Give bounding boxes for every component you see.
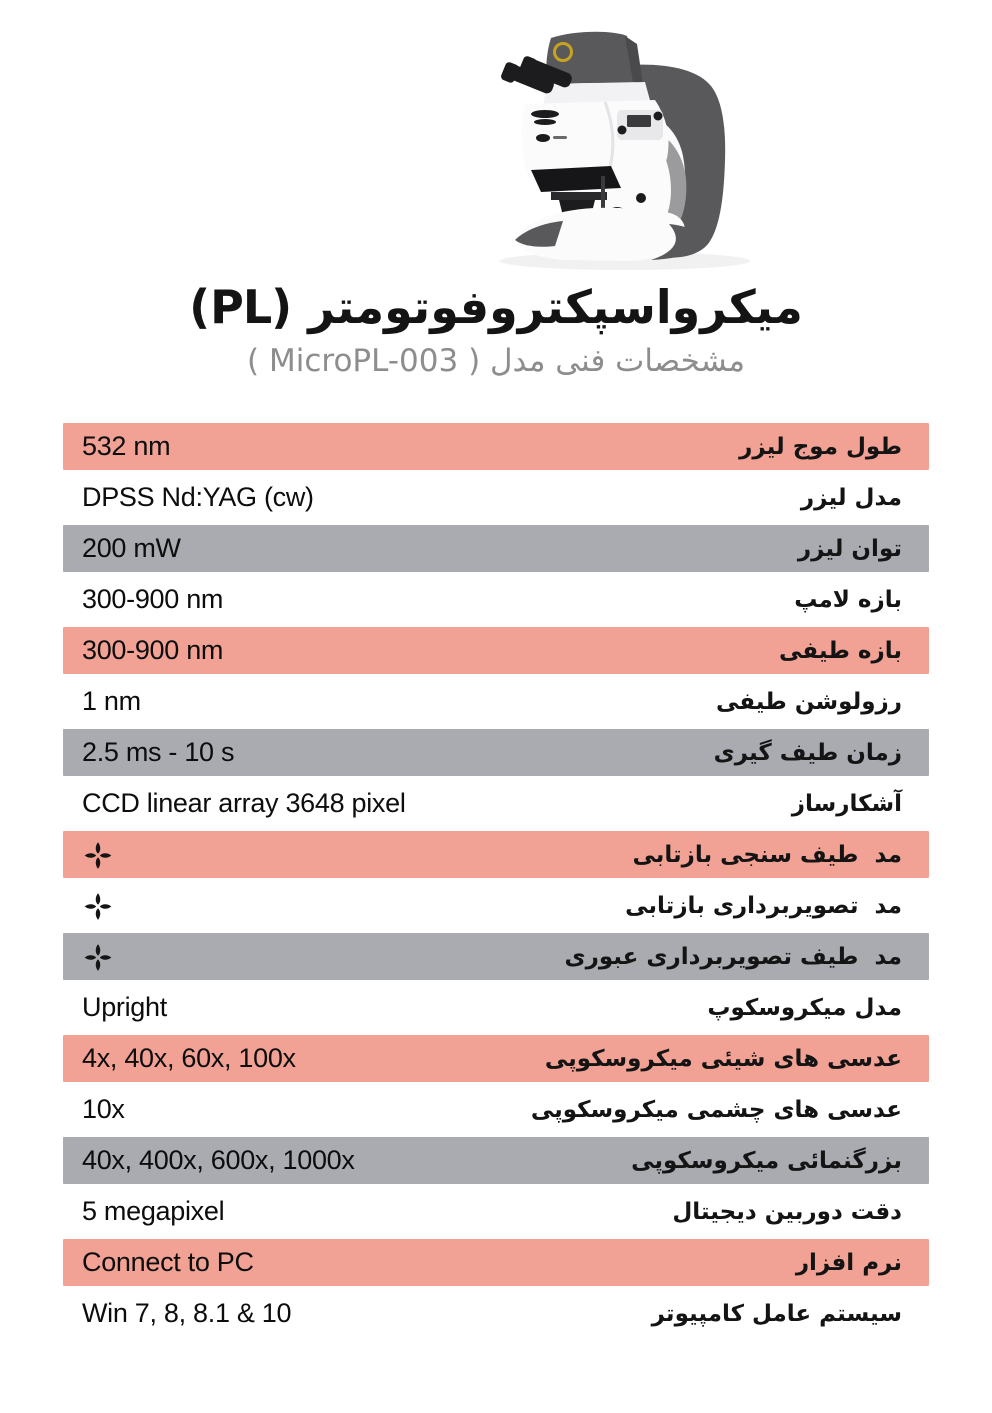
spec-row xyxy=(63,474,929,521)
page-subtitle: مشخصات فنی مدل ( MicroPL-003 ) xyxy=(247,343,745,379)
spec-row xyxy=(63,678,929,725)
spec-value: 5 megapixel xyxy=(82,1196,225,1226)
spec-row xyxy=(63,423,929,470)
spec-value: 300-900 nm xyxy=(82,584,224,614)
spec-label: مد طیف تصویربرداری عبوری xyxy=(564,943,902,970)
spec-label: بزرگنمائی میکروسکوپی xyxy=(631,1147,902,1174)
spec-value: 532 nm xyxy=(82,431,171,461)
spec-row xyxy=(63,729,929,776)
spec-value: 1 nm xyxy=(82,686,141,716)
spec-label: بازه لامپ xyxy=(794,586,902,613)
four-petal-check-icon xyxy=(63,940,114,974)
spec-row xyxy=(63,1290,929,1337)
spec-row xyxy=(63,882,929,929)
spec-row xyxy=(63,1137,929,1184)
spec-row xyxy=(63,1188,929,1235)
spec-row xyxy=(63,984,929,1031)
spec-value: 2.5 ms - 10 s xyxy=(82,737,235,767)
spec-row xyxy=(63,1086,929,1133)
spec-row xyxy=(63,933,929,980)
spec-row xyxy=(63,627,929,674)
spec-value: DPSS Nd:YAG (cw) xyxy=(82,482,314,512)
spec-label: مد تصویربرداری بازتابی xyxy=(625,892,902,919)
spec-row xyxy=(63,1035,929,1082)
spec-label: دقت دوربین دیجیتال xyxy=(672,1198,902,1225)
microscope-photo xyxy=(455,8,785,280)
spec-row xyxy=(63,1239,929,1286)
four-petal-check-icon xyxy=(63,838,114,872)
spec-label: آشکارساز xyxy=(791,790,902,817)
spec-value: Connect to PC xyxy=(82,1247,254,1277)
spec-label: مد طیف سنجی بازتابی xyxy=(632,841,902,868)
spec-row xyxy=(63,525,929,572)
spec-value: CCD linear array 3648 pixel xyxy=(82,788,406,818)
spec-label: نرم افزار xyxy=(795,1249,902,1276)
page-title: میکرواسپکتروفوتومتر (PL) xyxy=(189,280,803,334)
spec-value: Win 7, 8, 8.1 & 10 xyxy=(82,1298,292,1328)
spec-row xyxy=(63,831,929,878)
four-petal-check-icon xyxy=(63,889,114,923)
spec-value: 40x, 400x, 600x, 1000x xyxy=(82,1145,355,1175)
spec-value: 200 mW xyxy=(82,533,181,563)
spec-label: سیستم عامل کامپیوتر xyxy=(651,1300,902,1327)
spec-label: رزولوشن طیفی xyxy=(715,688,902,715)
spec-table xyxy=(63,423,929,1337)
spec-label: توان لیزر xyxy=(797,535,902,562)
spec-value: 300-900 nm xyxy=(82,635,224,665)
spec-label: مدل لیزر xyxy=(800,484,902,511)
product-image xyxy=(455,8,785,280)
spec-label: طول موج لیزر xyxy=(739,433,902,460)
spec-label: بازه طیفی xyxy=(779,637,902,664)
spec-value: 10x xyxy=(82,1094,125,1124)
spec-label: عدسی های شیئی میکروسکوپی xyxy=(544,1045,902,1072)
spec-label: زمان طیف گیری xyxy=(713,739,902,766)
spec-label: عدسی های چشمی میکروسکوپی xyxy=(530,1096,902,1123)
spec-row xyxy=(63,780,929,827)
spec-value: 4x, 40x, 60x, 100x xyxy=(82,1043,296,1073)
spec-label: مدل میکروسکوپ xyxy=(707,994,902,1021)
spec-row xyxy=(63,576,929,623)
spec-value: Upright xyxy=(82,992,167,1022)
